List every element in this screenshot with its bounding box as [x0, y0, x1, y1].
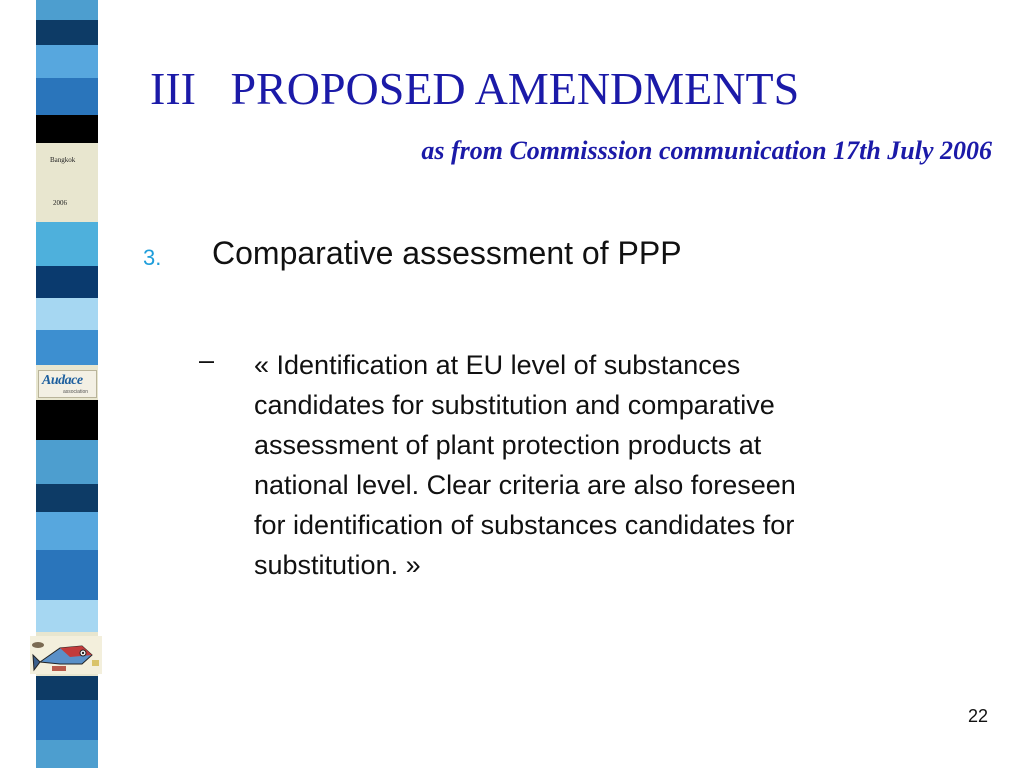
page-number: 22 [967, 706, 988, 726]
sidebar-stripe [36, 512, 98, 550]
audace-logo-wordmark: Audace [42, 373, 83, 388]
sidebar-stripe [36, 266, 98, 298]
bullet-text: Comparative assessment of PPP [212, 235, 682, 271]
slide-subtitle: as from Commisssion communication 17th July 2006 [421, 136, 992, 165]
sidebar-stripe [36, 115, 98, 143]
quote-line: for identification of substances candidates for [254, 510, 795, 540]
quote-line: « Identification at EU level of substances [254, 350, 741, 380]
sidebar-stripe [36, 700, 98, 740]
quote-line: candidates for substitution and comparative [254, 390, 775, 420]
quote-line: assessment of plant protection products at [254, 430, 762, 460]
quote-line: national level. Clear criteria are also foreseen [254, 470, 796, 500]
audace-logo-subtext: association [63, 389, 89, 395]
sidebar-stripe [36, 676, 98, 700]
sidebar-stripe [36, 222, 98, 266]
sub-bullet-marker: – [199, 345, 215, 375]
sidebar-stripe [36, 600, 98, 632]
sidebar-stripe [36, 20, 98, 45]
sub-bullet-quote [254, 345, 954, 585]
sidebar-stripe [36, 330, 98, 365]
sidebar-stripe [36, 143, 98, 222]
sidebar-stripe [36, 550, 98, 600]
sidebar-stripe [36, 45, 98, 78]
sidebar-year-label: 2006 [53, 199, 67, 207]
audace-logo [38, 370, 97, 398]
sidebar-stripe [36, 440, 98, 484]
sidebar-stripe [36, 400, 98, 440]
slide-title: III PROPOSED AMENDMENTS [150, 63, 800, 114]
fish-logo [30, 636, 102, 674]
sidebar-stripe [36, 298, 98, 330]
sidebar-city-label: Bangkok [50, 156, 76, 164]
sidebar-stripe [36, 78, 98, 115]
bullet-number: 3. [143, 245, 162, 270]
quote-line: substitution. » [254, 550, 421, 580]
sidebar-stripe [36, 484, 98, 512]
sidebar-stripe [36, 740, 98, 768]
fish-logo-icon [30, 636, 102, 674]
sidebar-stripe [36, 0, 98, 20]
